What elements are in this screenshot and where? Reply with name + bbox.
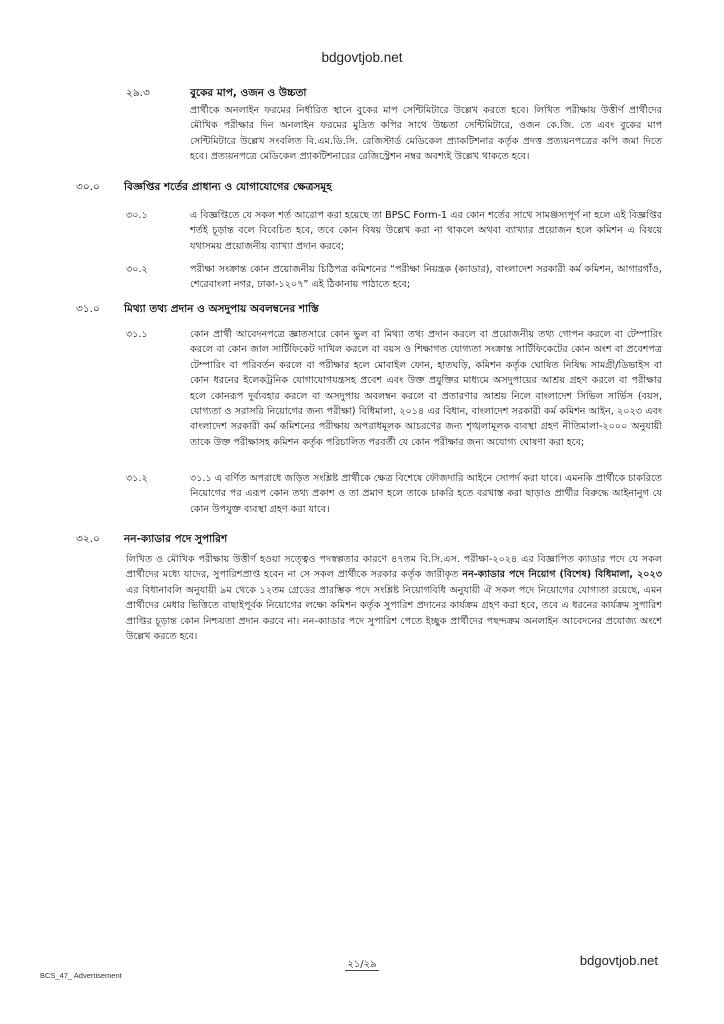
section-32-text <box>126 552 662 644</box>
section-title: বিজ্ঞপ্তির শর্তের প্রাধান্য ও যোগাযোগের ক্ষেত্রসমূহ <box>124 181 332 193</box>
clause-31-2 <box>126 471 662 517</box>
clause-number: ৩১.২ <box>126 473 148 484</box>
section-30-heading <box>76 180 332 197</box>
section-32-text-part1: লিখিত ও মৌখিক পরীক্ষায় উত্তীর্ণ হওয়া সত্ত্বেও পদস্বল্পতার কারণে ৪৭তম বি.সি.এস. পরীক্ষা-২০২৪ এর বিজ্ঞাপিত ক্যাডার পদে যে সকল প্রার্থীদের মধ্যে যাদের, সুপারিশপ্রাপ্ত হবেন না সে সকল প্রার্থীকে সরকার কর্তৃক জারীকৃত <box>126 554 662 581</box>
clause-text: কোন প্রার্থী আবেদনপত্রে জ্ঞাতসারে কোন ভুল বা মিথ্যা তথ্য প্রদান করলে বা প্রয়োজনীয় তথ্য গোপন করলে বা টেম্পারিং করলে বা কোন জাল সার্টিফিকেট দাখিল করলে বা বয়স ও শিক্ষাগত যোগ্যতা সংক্রান্ত সার্টিফিকেটের কোন অংশ বা প্রবেশপত্র টেম্পারিং বা পরিবর্তন করলে বা পরীক্ষার হলে মোবাইল ফোন, হাতঘড়ি, কমিশন কর্তৃক ঘোষিত নিষিদ্ধ সামগ্রী/ডিভাইস বা কোন ধরনের ইলেকট্রনিক যোগাযোগযন্ত্রসহ প্রবেশ এবং উক্ত প্রযুক্তির মাধ্যমে অসদুপায়ের আশ্রয় গ্রহণ করলে বা পরীক্ষার হলে কোনরূপ দুর্ব্যবহার করলে বা অসদুপায় অবলম্বন করলে বা প্রতারণার আশ্রয় নিলে বাংলাদেশ সিভিল সার্ভিস (বয়স, যোগ্যতা ও সরাসরি নিয়োগের জন্য পরীক্ষা) বিধিমালা, ২০১৪ এর বিধান, বাংলাদেশ সরকারী কর্ম কমিশন আইন, ২০২৩ এবং বাংলাদেশ সরকারী কর্ম কমিশনের পরীক্ষায় অপরাধমূলক আচরণের জন্য শৃঙ্খলামূলক ব্যবস্থা গ্রহণ নীতিমালা-২০০০ অনুযায়ী তাকে উক্ত পরীক্ষাসহ কমিশন কর্তৃক পরিচালিত পরবর্তী যে কোন পরীক্ষার জন্য অযোগ্য ঘোষণা করা হবে; <box>190 329 662 448</box>
clause-number: ৩০.২ <box>126 264 148 275</box>
site-watermark-top: bdgovtjob.net <box>321 50 403 65</box>
section-32-heading <box>76 532 227 549</box>
section-32-text-part2: এর বিধানাবলি অনুযায়ী ৯ম থেকে ১২তম গ্রেডের প্রারম্ভিক পদে সংশ্লিষ্ট নিয়োগবিধি অনুযায়ী ঐ সকল পদে নিয়োগের যোগ্যতা রয়েছে, এমন প্রার্থীদের মেধার ভিত্তিতে বাছাইপূর্বক নিয়োগের লক্ষ্যে কমিশন কর্তৃক সুপারিশ প্রদানের কার্যক্রম গ্রহণ করা হবে, তবে এ ধরনের কার্যক্রম সুপারিশ প্রাপ্তির চূড়ান্ত কোন নিশ্চয়তা প্রদান করবে না। নন-ক্যাডার পদে সুপারিশ পেতে ইচ্ছুক প্রার্থীদের পছন্দক্রম অনলাইন আবেদনের প্রযোজ্য অংশে উল্লেখ করতে হবে। <box>126 584 662 643</box>
section-title: মিথ্যা তথ্য প্রদান ও অসদুপায় অবলম্বনের শাস্তি <box>124 303 319 315</box>
document-code: BCS_47_ Advertisement <box>40 971 122 980</box>
clause-text: পরীক্ষা সংক্রান্ত কোন প্রয়োজনীয় চিঠিপত্র কমিশনের “পরীক্ষা নিয়ন্ত্রক (ক্যাডার), বাংলাদেশ সরকারী কর্ম কমিশন, আগারগাঁও, শেরেবাংলা নগর, ঢাকা-১২০৭” এই ঠিকানায় পাঠাতে হবে; <box>190 264 662 291</box>
clause-text: এ বিজ্ঞপ্তিতে যে সকল শর্ত আরোপ করা হয়েছে তা BPSC Form-1 এর কোন শর্তের সাথে সামঞ্জস্যপূর্ণ না হলে এই বিজ্ঞপ্তির শর্তই চূড়ান্ত বলে বিবেচিত হবে, তবে কোন বিষয় উল্লেখ করা না থাকলে অথবা ব্যাখ্যার প্রয়োজন হলে কমিশন এ বিষয়ে যথাসময় প্রয়োজনীয় ব্যাখ্যা প্রদান করবে; <box>190 210 662 252</box>
clause-31-1 <box>126 327 662 450</box>
clause-30-1 <box>126 208 662 254</box>
page-number-text: ২১/২৯ <box>347 959 377 970</box>
section-29-3-heading <box>126 86 306 103</box>
section-number: ৩২.০ <box>76 533 100 545</box>
clause-number: ৩০.১ <box>126 210 148 221</box>
section-number: ৩১.০ <box>76 303 100 315</box>
section-29-3-text: প্রার্থীকে অনলাইন ফরমের নির্ধারিত স্থানে বুকের মাপ সেন্টিমিটারে উল্লেখ করতে হবে। লিখিত পরীক্ষায় উত্তীর্ণ প্রার্থীদের মৌখিক পরীক্ষার দিন অনলাইন ফরমের মুদ্রিত কপির সাথে উচ্চতা সেন্টিমিটারে, ওজন কে.জি. তে এবং বুকের মাপ সেন্টিমিটারে উল্লেখ সংবলিত বি.এম.ডি.সি. রেজিস্টার্ড মেডিকেল প্র্যাকটিশনার কর্তৃক প্রদত্ত প্রত্যয়নপত্রের কপি জমা দিতে হবে। প্রত্যয়নপত্রে মেডিকেল প্র্যাকটিশনারের রেজিস্ট্রেশন নম্বর অবশ্যই উল্লেখ থাকতে হবে। <box>190 105 662 163</box>
section-number: ২৯.৩ <box>126 87 150 99</box>
site-watermark-bottom: bdgovtjob.net <box>579 953 658 968</box>
section-title: বুকের মাপ, ওজন ও উচ্চতা <box>190 87 307 99</box>
clause-30-2 <box>126 262 662 293</box>
clause-number: ৩১.১ <box>126 329 148 340</box>
section-title: নন-ক্যাডার পদে সুপারিশ <box>124 533 228 545</box>
section-31-heading <box>76 302 319 319</box>
rule-name-bold: নন-ক্যাডার পদে নিয়োগ (বিশেষ) বিধিমালা, ২০২৩ <box>462 569 662 581</box>
section-number: ৩০.০ <box>76 181 100 193</box>
clause-text: ৩১.১ এ বর্ণিত অপরাধে জড়িত সংশ্লিষ্ট প্রার্থীকে ক্ষেত্র বিশেষে ফৌজদারি আইনে সোপর্দ করা যাবে। এমনকি প্রার্থীকে চাকরিতে নিয়োগের পর এরূপ কোন তথ্য প্রকাশ ও তা প্রমাণ হলে তাকে চাকরি হতে বরখাস্ত করা ছাড়াও প্রার্থীর বিরুদ্ধে আইনানুগ যে কোন উপযুক্ত ব্যবস্থা গ্রহণ করা যাবে। <box>190 473 662 515</box>
